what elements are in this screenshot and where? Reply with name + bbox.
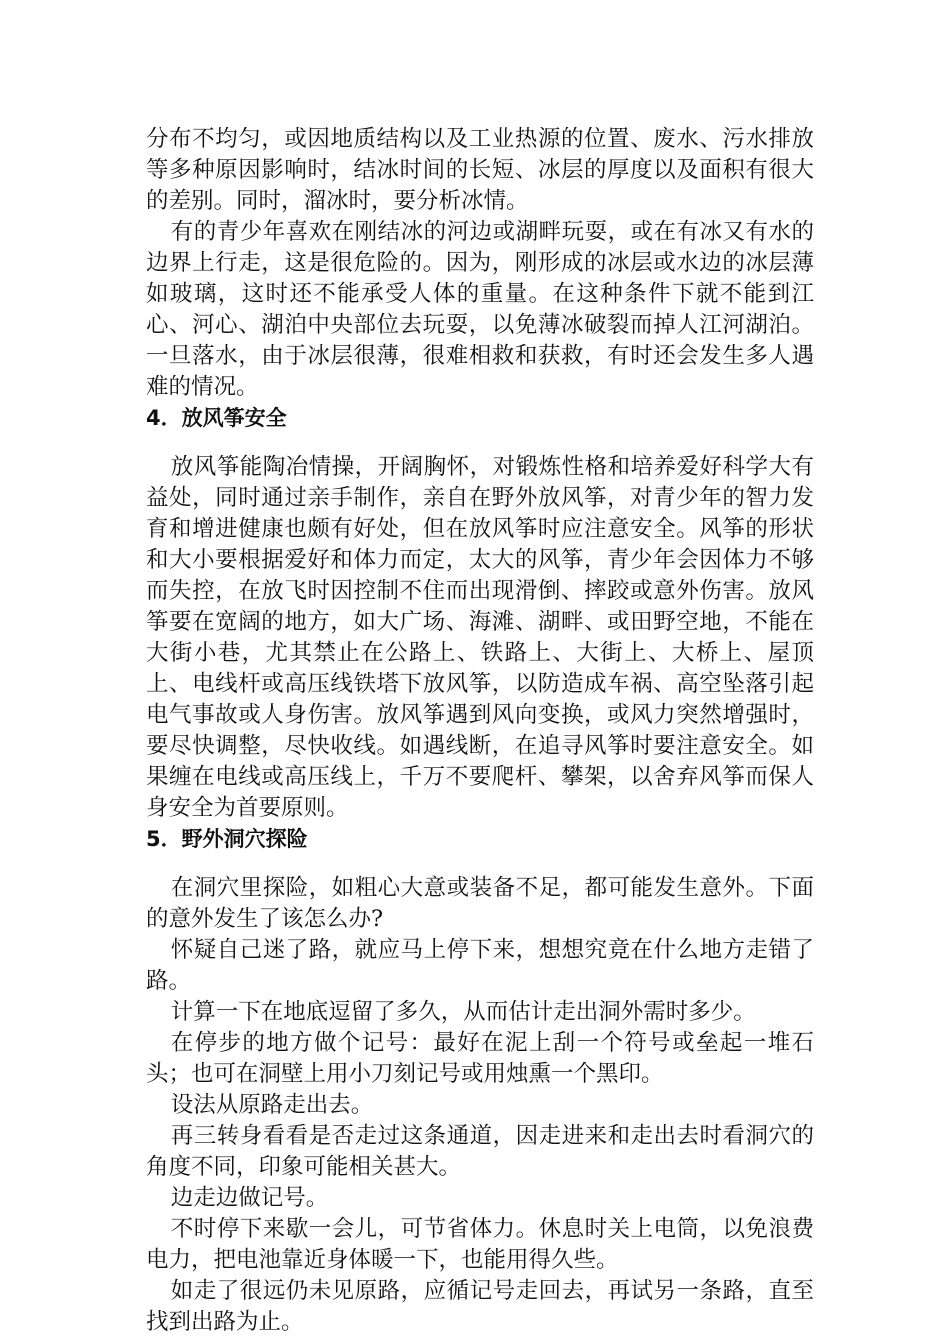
paragraph-cave-time: 计算一下在地底逗留了多久，从而估计走出洞外需时多少。 (170, 999, 756, 1025)
paragraph-ice-distribution: 分布不均匀，或因地质结构以及工业热源的位置、废水、污水排放等多种原因影响时，结冰时间的长短、冰层的厚度以及面积有很大的差别。同时，溜冰时，要分析冰情。 (146, 126, 814, 214)
paragraph-ice-danger: 有的青少年喜欢在刚结冰的河边或湖畔玩耍，或在有冰又有水的边界上行走，这是很危险的。因为，刚形成的冰层或水边的冰层薄如玻璃，这时还不能承受人体的重量。在这种条件下就不能到江心、河心、湖泊中央部位去玩耍，以免薄冰破裂而掉人江河湖泊。一旦落水，由于冰层很薄，很难相救和获救，有时还会发生多人遇难的情况。 (146, 219, 814, 400)
paragraph-cave-rest: 不时停下来歇一会儿，可节省体力。休息时关上电筒，以免浪费电力，把电池靠近身体暖一下，也能用得久些。 (146, 1216, 814, 1273)
section-heading-cave-exploration: 5．野外洞穴探险 (146, 827, 308, 851)
paragraph-cave-look-back: 再三转身看看是否走过这条通道，因走进来和走出去时看洞穴的角度不同，印象可能相关甚大。 (146, 1123, 814, 1180)
paragraph-cave-lost: 怀疑自己迷了路，就应马上停下来，想想究竟在什么地方走错了路。 (146, 937, 814, 994)
paragraph-cave-return: 设法从原路走出去。 (170, 1092, 374, 1118)
paragraph-cave-retry: 如走了很远仍未见原路，应循记号走回去，再试另一条路，直至找到出路为止。 (146, 1278, 814, 1335)
paragraph-cave-intro: 在洞穴里探险，如粗心大意或装备不足，都可能发生意外。下面的意外发生了该怎么办? (146, 875, 814, 932)
document-page (146, 124, 814, 1338)
paragraph-kite-safety: 放风筝能陶冶情操，开阔胸怀，对锻炼性格和培养爱好科学大有益处，同时通过亲手制作，亲自在野外放风筝，对青少年的智力发育和增进健康也颇有好处，但在放风筝时应注意安全。风筝的形状和大小要根据爱好和体力而定，太大的风筝，青少年会因体力不够而失控，在放飞时因控制不住而出现滑倒、摔跤或意外伤害。放风筝要在宽阔的地方，如大广场、海滩、湖畔、或田野空地，不能在大街小巷，尤其禁止在公路上、铁路上、大街上、大桥上、屋顶上、电线杆或高压线铁塔下放风筝，以防造成车祸、高空坠落引起电气事故或人身伤害。放风筝遇到风向变换，或风力突然增强时，要尽快调整，尽快收线。如遇线断，在追寻风筝时要注意安全。如果缠在电线或高压线上，千万不要爬杆、攀架，以舍弃风筝而保人身安全为首要原则。 (146, 454, 814, 821)
paragraph-cave-mark: 在停步的地方做个记号：最好在泥上刮一个符号或垒起一堆石头；也可在洞壁上用小刀刻记号或用烛熏一个黑印。 (146, 1030, 814, 1087)
section-heading-kite-safety: 4．放风筝安全 (146, 406, 287, 430)
paragraph-cave-mark-walking: 边走边做记号。 (170, 1185, 329, 1211)
